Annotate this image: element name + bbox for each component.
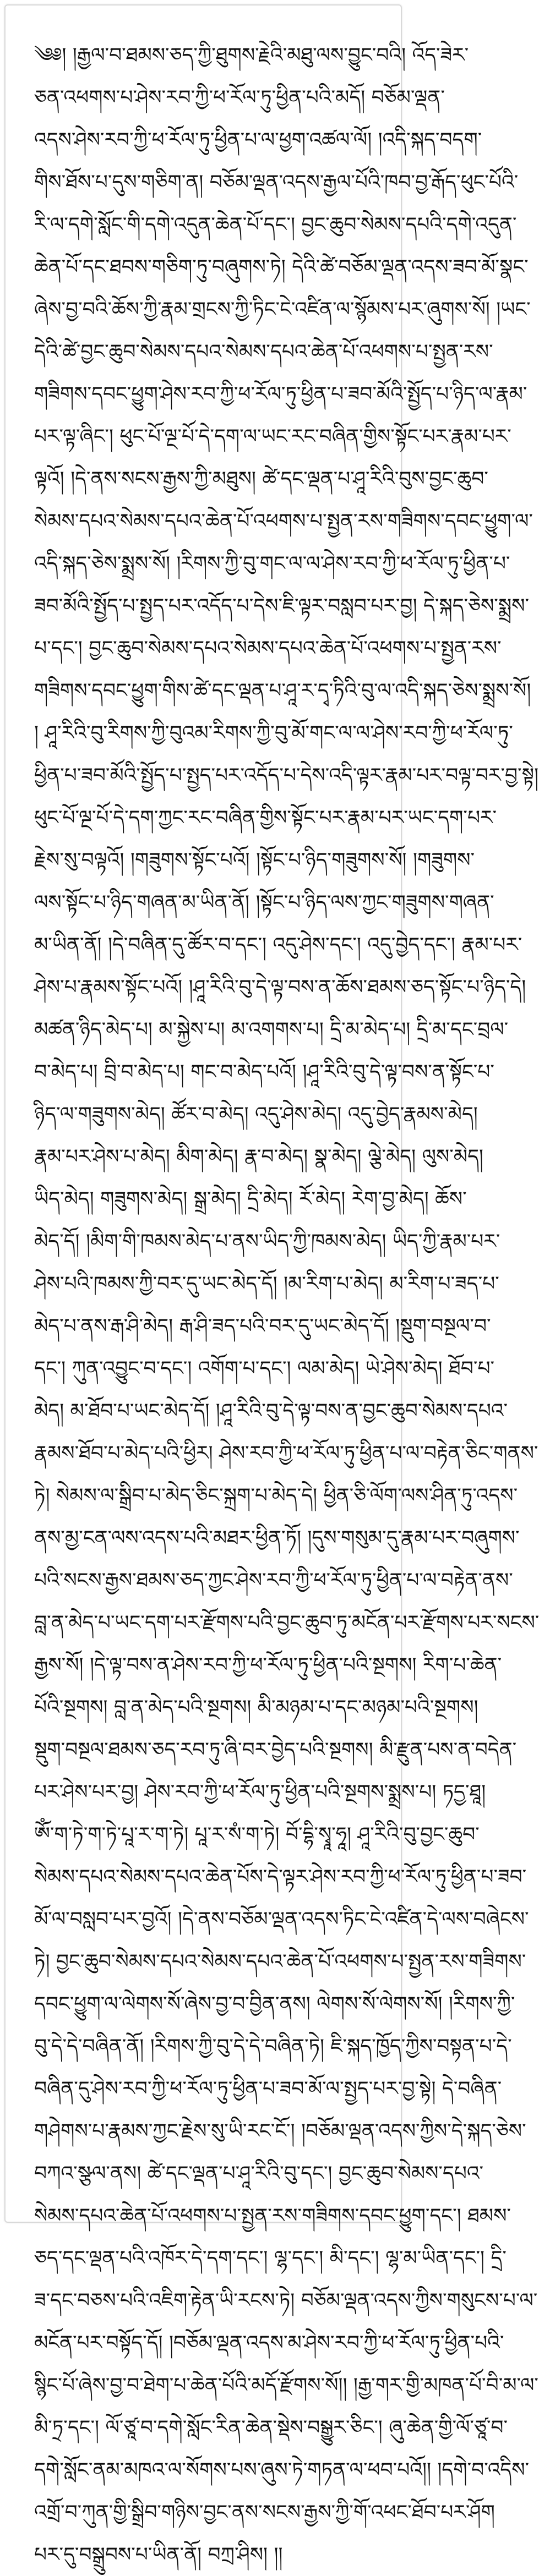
- text-line: ཏེ། བྱང་ཆུབ་སེམས་དཔའ་སེམས་དཔའ་ཆེན་པོ་འཕགས་པ་སྤྱན་རས་གཟིགས་: [34, 1950, 526, 1973]
- text-line: ཟབ་མོའི་སྤྱོད་པ་སྤྱད་པར་འདོད་པ་དེས་ཇི་ལྟར་བསླབ་པར་བྱ། དེ་སྐད་ཅེས་སྨྲས་: [34, 595, 530, 617]
- text-line: དེའི་ཚེ་བྱང་ཆུབ་སེམས་དཔའ་སེམས་དཔའ་ཆེན་པོ་འཕགས་པ་སྤྱན་རས་: [34, 341, 493, 363]
- text-line: སེམས་དཔའ་སེམས་དཔའ་ཆེན་པོ་འཕགས་པ་སྤྱན་རས་གཟིགས་དབང་ཕྱུག་ལ་: [34, 510, 533, 533]
- text-line: མ་ཡིན་ནོ། །དེ་བཞིན་དུ་ཚོར་བ་དང་། འདུ་ཤེས་དང་། འདུ་བྱེད་དང་། རྣམ་པར་: [34, 934, 522, 956]
- text-line: མེད་པ་ནས་རྒ་ཤི་མེད། རྒ་ཤི་ཟད་པའི་བར་དུ་ཡང་མེད་དོ། །སྡུག་བསྔལ་བ་: [34, 1315, 491, 1338]
- text-line: ཅན་འཕགས་པ་ཤེས་རབ་ཀྱི་ཕ་རོལ་ཏུ་ཕྱིན་པའི་མདོ། བཅོམ་ལྡན་: [34, 86, 445, 109]
- text-line: ཆེན་པོ་དང་ཐབས་གཅིག་ཏུ་བཞུགས་ཏེ། དེའི་ཚེ་བཅོམ་ལྡན་འདས་ཟབ་མོ་སྣང་: [34, 256, 529, 278]
- text-line: རྣམས་ཐོབ་པ་མེད་པའི་ཕྱིར། ཤེས་རབ་ཀྱི་ཕ་རོལ་ཏུ་ཕྱིན་པ་ལ་བརྟེན་ཅིང་གནས་: [34, 1442, 538, 1465]
- text-line: ཏེ། སེམས་ལ་སྒྲིབ་པ་མེད་ཅིང་སྐྲག་པ་མེད་དེ། ཕྱིན་ཅི་ལོག་ལས་ཤིན་ཏུ་འདས་: [34, 1484, 518, 1507]
- text-line: རི་ལ་དགེ་སློང་གི་དགེ་འདུན་ཆེན་པོ་དང་། བྱང་ཆུབ་སེམས་དཔའི་དགེ་འདུན་: [34, 213, 517, 236]
- text-line: མོ་ལ་བསླབ་པར་བྱའོ། །དེ་ནས་བཅོམ་ལྡན་འདས་ཏིང་ངེ་འཛིན་དེ་ལས་བཞེངས་: [34, 1908, 529, 1931]
- text-line: མངོན་པར་བསྟོད་དོ། །བཅོམ་ལྡན་འདས་མ་ཤེས་རབ་ཀྱི་ཕ་རོལ་ཏུ་ཕྱིན་པའི་: [34, 2332, 504, 2354]
- text-line: པར་དུ་བསྒྲུབས་པ་ཡིན་ནོ། བཀྲ་ཤིས། །།: [34, 2544, 283, 2566]
- text-line: པ་དང་། བྱང་ཆུབ་སེམས་དཔའ་སེམས་དཔའ་ཆེན་པོ་འཕགས་པ་སྤྱན་རས་: [34, 637, 502, 660]
- text-line: ཕུང་པོ་ལྔ་པོ་དེ་དག་ཀྱང་རང་བཞིན་གྱིས་སྟོང་པར་རྣམ་པར་ཡང་དག་པར་: [34, 807, 497, 829]
- text-line: ཡིད་མེད། གཟུགས་མེད། སྒྲ་མེད། དྲི་མེད། རོ་མེད། རེག་བྱ་མེད། ཆོས་: [34, 1188, 467, 1210]
- text-line: ཤེས་པ་རྣམས་སྟོང་པའོ། །ཤཱ་རིའི་བུ་དེ་ལྟ་བས་ན་ཆོས་ཐམས་ཅད་སྟོང་པ་ཉིད་དེ།: [34, 976, 526, 999]
- text-line: བུ་དེ་དེ་བཞིན་ནོ། །རིགས་ཀྱི་བུ་དེ་དེ་བཞིན་ཏེ། ཇི་སྐད་ཁྱོད་ཀྱིས་བསྟན་པ་དེ་: [34, 2035, 512, 2058]
- text-line: ཟ་དང་བཅས་པའི་འཇིག་རྟེན་ཡི་རངས་ཏེ། བཅོམ་ལྡན་འདས་ཀྱིས་གསུངས་པ་ལ་: [34, 2289, 538, 2312]
- text-line: ། ཤཱ་རིའི་བུ་རིགས་ཀྱི་བུའམ་རིགས་ཀྱི་བུ་མོ་གང་ལ་ལ་ཤེས་རབ་ཀྱི་ཕ་རོལ་ཏུ་: [34, 722, 513, 744]
- text-line: མེད་དོ། །མིག་གི་ཁམས་མེད་པ་ནས་ཡིད་ཀྱི་ཁམས་མེད། ཡིད་ཀྱི་རྣམ་པར་: [34, 1230, 500, 1253]
- text-line: ཅད་དང་ལྡན་པའི་འཁོར་དེ་དག་དང་། ལྷ་དང་། མི་དང་། ལྷ་མ་ཡིན་དང་། དྲི་: [34, 2247, 507, 2270]
- text-line: སེམས་དཔའ་སེམས་དཔའ་ཆེན་པོས་དེ་ལྟར་ཤེས་རབ་ཀྱི་ཕ་རོལ་ཏུ་ཕྱིན་པ་ཟབ་: [34, 1866, 527, 1888]
- text-line: རྗེས་སུ་བལྟའོ། །གཟུགས་སྟོང་པའོ། །སྟོང་པ་ཉིད་གཟུགས་སོ། །གཟུགས་: [34, 849, 475, 872]
- text-line: ཉིད་ལ་གཟུགས་མེད། ཚོར་བ་མེད། འདུ་ཤེས་མེད། འདུ་བྱེད་རྣམས་མེད།: [34, 1103, 478, 1126]
- text-line: གཟིགས་དབང་ཕྱུག་གིས་ཚེ་དང་ལྡན་པ་ཤཱ་ར་དྭ་ཏིའི་བུ་ལ་འདི་སྐད་ཅེས་སྨྲས་སོ།: [34, 679, 531, 702]
- text-line: འདི་སྐད་ཅེས་སྨྲས་སོ། །རིགས་ཀྱི་བུ་གང་ལ་ལ་ཤེས་རབ་ཀྱི་ཕ་རོལ་ཏུ་ཕྱིན་པ་: [34, 552, 510, 575]
- text-line: བླ་ན་མེད་པ་ཡང་དག་པར་རྫོགས་པའི་བྱང་ཆུབ་ཏུ་མངོན་པར་རྫོགས་པར་སངས་: [34, 1612, 539, 1634]
- text-line: འདས་ཤེས་རབ་ཀྱི་ཕ་རོལ་ཏུ་ཕྱིན་པ་ལ་ཕྱག་འཚལ་ལོ། །འདི་སྐད་བདག་: [34, 129, 482, 151]
- text-line: དབང་ཕྱུག་ལ་ལེགས་སོ་ཞེས་བྱ་བ་བྱིན་ནས། ལེགས་སོ་ལེགས་སོ། །རིགས་ཀྱི་: [34, 1993, 515, 2015]
- text-line: ལྟའོ། །དེ་ནས་སངས་རྒྱས་ཀྱི་མཐུས། ཚེ་དང་ལྡན་པ་ཤཱ་རིའི་བུས་བྱང་ཆུབ་: [34, 468, 488, 490]
- text-line: མི་ཏྲ་དང་། ལོ་ཙཱ་བ་དགེ་སློང་རིན་ཆེན་སྡེས་བསྒྱུར་ཅིང་། ཞུ་ཆེན་གྱི་ལོ་ཙཱ་བ་: [34, 2416, 508, 2439]
- tibetan-text-block: [34, 34, 539, 2576]
- text-line: དང་། ཀུན་འབྱུང་བ་དང་། འགོག་པ་དང་། ལམ་མེད། ཡེ་ཤེས་མེད། ཐོབ་པ་: [34, 1357, 495, 1380]
- text-line: པར་ལྟ་ཞིང་། ཕུང་པོ་ལྔ་པོ་དེ་དག་ལ་ཡང་རང་བཞིན་གྱིས་སྟོང་པར་རྣམ་པར་: [34, 425, 511, 448]
- text-line: ནས་མྱ་ངན་ལས་འདས་པའི་མཐར་ཕྱིན་ཏོ། །དུས་གསུམ་དུ་རྣམ་པར་བཞུགས་: [34, 1527, 520, 1549]
- text-line: སྙིང་པོ་ཞེས་བྱ་བ་ཐེག་པ་ཆེན་པོའི་མདོ་རྫོགས་སོ།། །རྒྱ་གར་གྱི་མཁན་པོ་བི་མ་ལ་: [34, 2374, 538, 2397]
- text-line: སྡུག་བསྔལ་ཐམས་ཅད་རབ་ཏུ་ཞི་བར་བྱེད་པའི་སྔགས། མི་རྫུན་པས་ན་བདེན་: [34, 1739, 517, 1761]
- text-line: མཚན་ཉིད་མེད་པ། མ་སྐྱེས་པ། མ་འགགས་པ། དྲི་མ་མེད་པ། དྲི་མ་དང་བྲལ་: [34, 1018, 509, 1041]
- text-line: པར་ཤེས་པར་བྱ། ཤེས་རབ་ཀྱི་ཕ་རོལ་ཏུ་ཕྱིན་པའི་སྔགས་སྨྲས་པ། ཏདྱ་ཐཱ།: [34, 1781, 486, 1804]
- text-line: ཤེས་པའི་ཁམས་ཀྱི་བར་དུ་ཡང་མེད་དོ། །མ་རིག་པ་མེད། མ་རིག་པ་ཟད་པ་: [34, 1273, 499, 1295]
- text-line: བཞིན་དུ་ཤེས་རབ་ཀྱི་ཕ་རོལ་ཏུ་ཕྱིན་པ་ཟབ་མོ་ལ་སྤྱད་པར་བྱ་སྟེ། དེ་བཞིན་: [34, 2078, 502, 2100]
- text-line: དགེ་སློང་ནམ་མཁའ་ལ་སོགས་པས་ཞུས་ཏེ་གཏན་ལ་ཕབ་པའོ།། །དགེ་བ་འདིས་: [34, 2459, 530, 2481]
- page-frame: [4, 4, 539, 2566]
- text-line: ལས་སྟོང་པ་ཉིད་གཞན་མ་ཡིན་ནོ། །སྟོང་པ་ཉིད་ལས་ཀྱང་གཟུགས་གཞན་: [34, 891, 494, 914]
- text-line: གཟིགས་དབང་ཕྱུག་ཤེས་རབ་ཀྱི་ཕ་རོལ་ཏུ་ཕྱིན་པ་ཟབ་མོའི་སྤྱོད་པ་ཉིད་ལ་རྣམ་: [34, 383, 527, 405]
- text-line: པའི་སངས་རྒྱས་ཐམས་ཅད་ཀྱང་ཤེས་རབ་ཀྱི་ཕ་རོལ་ཏུ་ཕྱིན་པ་ལ་བརྟེན་ནས་: [34, 1569, 513, 1592]
- text-line: རྣམ་པར་ཤེས་པ་མེད། མིག་མེད། རྣ་བ་མེད། སྣ་མེད། ལྕེ་མེད། ལུས་མེད།: [34, 1146, 483, 1168]
- text-line: གིས་ཐོས་པ་དུས་གཅིག་ན། བཅོམ་ལྡན་འདས་རྒྱལ་པོའི་ཁབ་བྱ་རྒོད་ཕུང་པོའི་: [34, 171, 519, 194]
- text-line: ཕྱིན་པ་ཟབ་མོའི་སྤྱོད་པ་སྤྱད་པར་འདོད་པ་དེས་འདི་ལྟར་རྣམ་པར་བལྟ་བར་བྱ་སྟེ།: [34, 764, 539, 787]
- text-line: པོའི་སྔགས། བླ་ན་མེད་པའི་སྔགས། མི་མཉམ་པ་དང་མཉམ་པའི་སྔགས།: [34, 1696, 478, 1719]
- text-line: བཀའ་སྩལ་ནས། ཚེ་དང་ལྡན་པ་ཤཱ་རིའི་བུ་དང་། བྱང་ཆུབ་སེམས་དཔའ་: [34, 2162, 484, 2185]
- text-line: ཞེས་བྱ་བའི་ཆོས་ཀྱི་རྣམ་གྲངས་ཀྱི་ཏིང་ངེ་འཛིན་ལ་སྙོམས་པར་ཞུགས་སོ། །ཡང་: [34, 298, 531, 321]
- text-line: འགྲོ་བ་ཀུན་གྱི་སྒྲིབ་གཉིས་བྱང་ནས་སངས་རྒྱས་ཀྱི་གོ་འཕང་ཐོབ་པར་ཤོག: [34, 2501, 495, 2524]
- text-line: གཤེགས་པ་རྣམས་ཀྱང་རྗེས་སུ་ཡི་རང་ངོ་། །བཅོམ་ལྡན་འདས་ཀྱིས་དེ་སྐད་ཅེས་: [34, 2120, 526, 2142]
- text-line: རྒྱས་སོ། །དེ་ལྟ་བས་ན་ཤེས་རབ་ཀྱི་ཕ་རོལ་ཏུ་ཕྱིན་པའི་སྔགས། རིག་པ་ཆེན་: [34, 1654, 502, 1676]
- text-line: བ་མེད་པ། བྲི་བ་མེད་པ། གང་བ་མེད་པའོ། །ཤཱ་རིའི་བུ་དེ་ལྟ་བས་ན་སྟོང་པ་: [34, 1061, 494, 1083]
- text-line: ཨོཾ་ག་ཏེ་ག་ཏེ་པཱ་ར་ག་ཏེ། པཱ་ར་སཾ་ག་ཏེ། བོ་དྷི་སྭཱ་ཧཱ། ཤཱ་རིའི་བུ་བྱང་ཆུབ་: [34, 1823, 480, 1846]
- text-line: ༄༅། །རྒྱལ་བ་ཐམས་ཅད་ཀྱི་ཐུགས་རྗེའི་མཐུ་ལས་བྱུང་བའི། འོད་ཟེར་: [34, 44, 469, 67]
- text-line: སེམས་དཔའ་ཆེན་པོ་འཕགས་པ་སྤྱན་རས་གཟིགས་དབང་ཕྱུག་དང་། ཐམས་: [34, 2205, 511, 2227]
- text-line: མེད། མ་ཐོབ་པ་ཡང་མེད་དོ། །ཤཱ་རིའི་བུ་དེ་ལྟ་བས་ན་བྱང་ཆུབ་སེམས་དཔའ་: [34, 1400, 508, 1422]
